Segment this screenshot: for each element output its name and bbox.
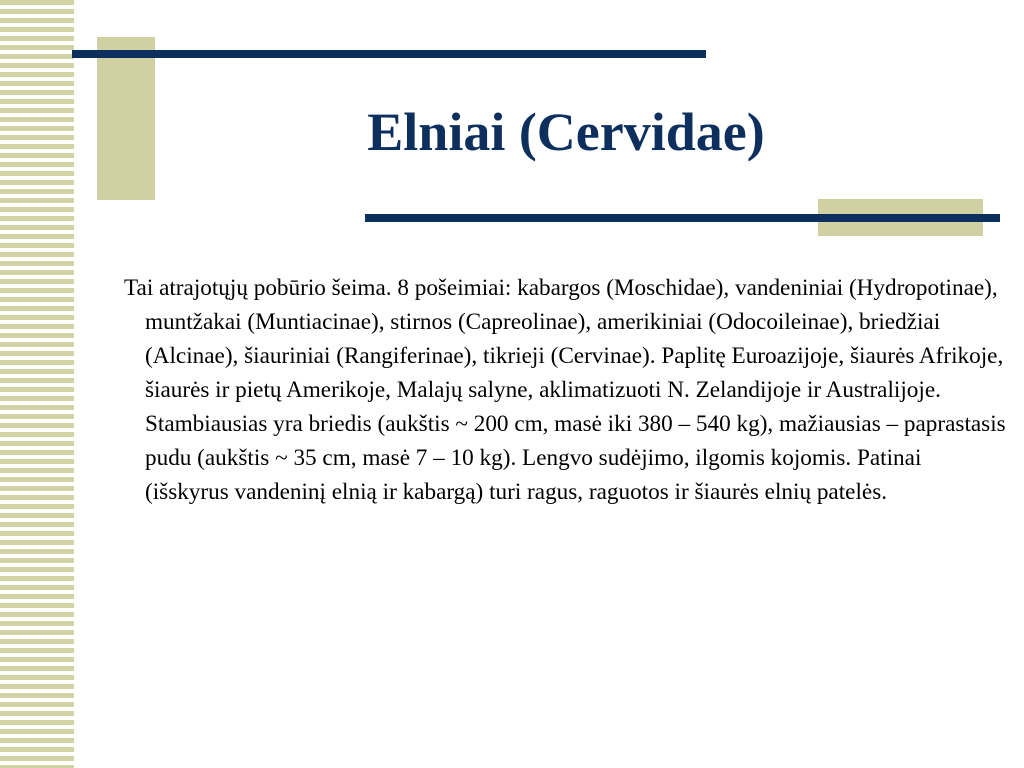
decorative-olive-block-left [97,37,155,200]
title-rule-bottom [365,214,1000,222]
slide-body-text: Tai atrajotųjų pobūrio šeima. 8 pošeimiai: kabargos (Moschidae), vandeniniai (Hydropotinae), muntžakai (Muntiacinae), stirnos (Capreolinae), amerikiniai (Odocoileinae), briedžiai (Alcinae), šiauriniai (Rangiferinae), tikrieji (Cervinae). Paplitę Euroazijoje, šiaurės Afrikoje, šiaurės ir pietų Amerikoje, Malajų salyne, aklimatizuoti N. Zelandijoje ir Australijoje. Stambiausias yra briedis (aukštis ~ 200 cm, masė iki 380 – 540 kg), mažiausias – paprastasis pudu (aukštis ~ 35 cm, masė 7 – 10 kg). Lengvo sudėjimo, ilgomis kojomis. Patinai (išskyrus vandeninį elnią ir kabargą) turi ragus, raguotos ir šiaurės elnių patelės. [124,275,1006,505]
title-rule-top [72,50,706,58]
slide-title: Elniai (Cervidae) [367,102,765,162]
decorative-stripe-band [0,0,74,768]
